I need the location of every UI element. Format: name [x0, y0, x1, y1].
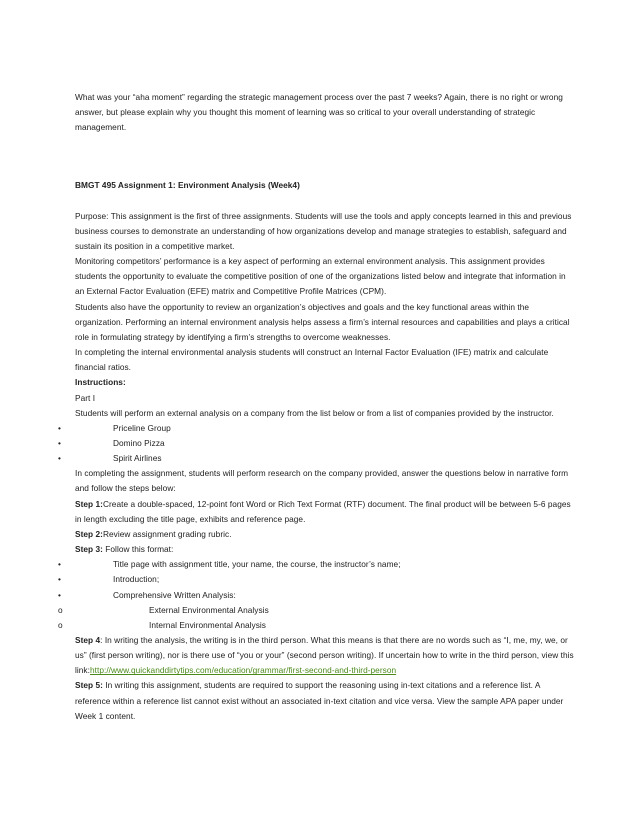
- bullet-icon: •: [58, 559, 61, 570]
- bullet-icon: •: [58, 437, 61, 448]
- company-name: Priceline Group: [113, 422, 171, 433]
- step-5: [75, 678, 575, 723]
- analysis-item-text: External Environmental Analysis: [149, 604, 269, 615]
- list-item-company: [58, 421, 575, 436]
- ife-paragraph: In completing the internal environmental analysis students will construct an Internal Factor Evaluation (IFE) matrix and calculate financial ratios.: [75, 347, 549, 373]
- step-5-label: Step 5:: [75, 680, 103, 691]
- monitoring-paragraph: Monitoring competitors’ performance is a key aspect of performing an external environment analysis. This assignment provides students the opportunity to evaluate the competitive position of one of the organizations listed below and integrate that information in an External Factor Evaluation (EFE) matrix and Competitive Profile Matrices (CPM).: [75, 256, 566, 297]
- company-name: Spirit Airlines: [113, 453, 162, 464]
- list-item-analysis: [58, 618, 575, 633]
- list-item-analysis: [58, 603, 575, 618]
- list-item-company: [58, 451, 575, 466]
- step-1-text: Create a double-spaced, 12-point font Word or Rich Text Format (RTF) document. The final product will be between 5-6 pages in length excluding the title page, exhibits and reference page.: [75, 498, 571, 524]
- format-item-text: Comprehensive Written Analysis:: [113, 589, 236, 600]
- step-1-label: Step 1:: [75, 498, 103, 509]
- internal-analysis-paragraph: Students also have the opportunity to review an organization’s objectives and goals and the key functional areas within the organization. Performing an internal environment analysis helps assess a firm’s internal resources and capabilities and plays a critical role in formulating strategy by identifying a firm’s strengths to overcome weaknesses.: [75, 301, 570, 342]
- document-body: [58, 90, 575, 724]
- company-name: Domino Pizza: [113, 437, 165, 448]
- bullet-icon: •: [58, 589, 61, 600]
- step-5-text: In writing this assignment, students are required to support the reasoning using in-text citations and a reference list. A reference within a reference list cannot exist without an associated in-text citation and vice versa. View the sample APA paper under Week 1 content.: [75, 680, 564, 721]
- instructions-heading: Instructions:: [75, 377, 126, 388]
- list-item-format: [58, 588, 575, 603]
- third-person-link[interactable]: http://www.quickanddirtytips.com/education/grammar/first-second-and-third-person: [89, 665, 397, 676]
- part-label: Part I: [75, 392, 96, 403]
- list-item-company: [58, 436, 575, 451]
- purpose-paragraph: Purpose: This assignment is the first of three assignments. Students will use the tools and apply concepts learned in this and previous business courses to demonstrate an understanding of how organizations develop and manage strategies to establish, safeguard and sustain its position in a competitive market.: [75, 210, 572, 251]
- step-2: [75, 527, 575, 542]
- circle-bullet-icon: o: [58, 619, 63, 630]
- format-item-text: Introduction;: [113, 574, 160, 585]
- list-item-format: [58, 572, 575, 587]
- list-item-format: [58, 557, 575, 572]
- format-item-text: Title page with assignment title, your name, the course, the instructor’s name;: [113, 559, 401, 570]
- step-2-label: Step 2:: [75, 528, 103, 539]
- bullet-icon: •: [58, 422, 61, 433]
- bullet-icon: •: [58, 574, 61, 585]
- in-completing-paragraph: In completing the assignment, students will perform research on the company provided, answer the questions below in narrative form and follow the steps below:: [75, 468, 569, 494]
- circle-bullet-icon: o: [58, 604, 63, 615]
- step-3: [75, 542, 575, 557]
- step-4-label: Step 4: [75, 635, 101, 645]
- step-4: [75, 633, 575, 678]
- intro-paragraph: What was your “aha moment” regarding the strategic management process over the past 7 weeks? Again, there is no right or wrong answer, but please explain why you thought this moment of learning was so critical to your overall understanding of strategic management.: [75, 92, 563, 133]
- assignment-title: BMGT 495 Assignment 1: Environment Analysis (Week4): [75, 180, 300, 191]
- step-3-label: Step 3:: [75, 544, 103, 555]
- analysis-item-text: Internal Environmental Analysis: [149, 619, 266, 630]
- step-3-text: Follow this format:: [102, 544, 174, 555]
- step-2-text: Review assignment grading rubric.: [102, 528, 232, 539]
- bullet-icon: •: [58, 453, 61, 464]
- step-1: [75, 497, 575, 527]
- students-perform-paragraph: Students will perform an external analysis on a company from the list below or from a list of companies provided by the instructor.: [75, 407, 554, 418]
- step-4-text: : In writing the analysis, the writing is in the third person. What this means is that there are no words such as “I, me, my, we, or us” (first person writing), nor is there use of “you or your” (second person writing). If uncertain how to write in the third person, view this link:: [75, 635, 574, 676]
